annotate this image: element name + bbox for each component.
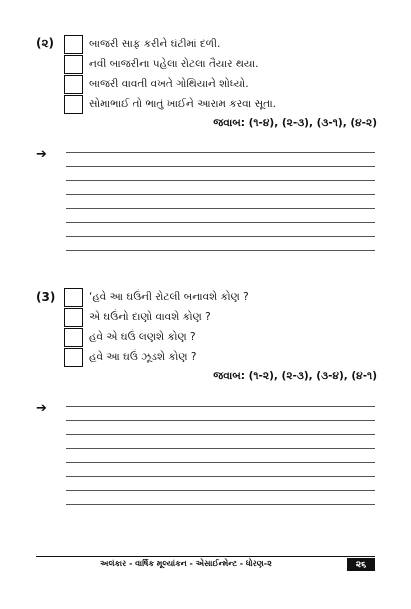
question-number: (3) [36,290,56,304]
list-item [64,307,211,327]
answer-checkbox[interactable] [64,95,83,114]
item-text: ‘હવે આ ઘઉંની રોટલી બનાવશે કોણ ? [89,290,249,303]
answer-checkbox[interactable] [64,55,83,74]
list-item [64,54,258,74]
footer-title: અલંકાર - વાર્ષિક મૂલ્યાંકન - એસાઈન્મેન્ટ - ધોરણ-૨ [100,559,272,568]
writing-line[interactable] [66,462,375,463]
list-item [64,34,220,54]
answer-checkbox[interactable] [64,288,83,307]
writing-line[interactable] [66,504,375,505]
writing-line[interactable] [66,208,375,209]
writing-line[interactable] [66,476,375,477]
item-text: બાજરી સાફ કરીને ઘંટીમાં દળી. [89,37,221,50]
arrow-icon: ➔ [36,401,47,416]
answer-checkbox[interactable] [64,308,83,327]
writing-line[interactable] [66,406,375,407]
list-item [64,74,249,94]
writing-line[interactable] [66,180,375,181]
list-item [64,347,197,367]
item-text: એ ઘઉંનો દાણો વાવશે કોણ ? [89,310,211,323]
writing-line[interactable] [66,250,375,251]
list-item [64,94,276,114]
item-text: નવી બાજરીના પહેલા રોટલા તૈયાર થયા. [89,57,259,70]
item-text: સોમાભાઈ તો ભાતું ખાઈને આરામ કરવા સૂતા. [89,97,276,110]
list-item [64,287,249,307]
question-number: (૨) [36,36,55,50]
writing-line[interactable] [66,490,375,491]
answer-checkbox[interactable] [64,348,83,367]
answer-checkbox[interactable] [64,328,83,347]
writing-line[interactable] [66,222,375,223]
answer-key: જવાબ: (૧-૨), (૨-૩), (૩-૪), (૪-૧) [213,370,377,382]
answer-checkbox[interactable] [64,35,83,54]
writing-line[interactable] [66,152,375,153]
writing-line[interactable] [66,448,375,449]
arrow-icon: ➔ [36,147,47,162]
writing-line[interactable] [66,194,375,195]
writing-line[interactable] [66,236,375,237]
item-text: હવે એ ઘઉં લણશે કોણ ? [89,330,196,343]
writing-line[interactable] [66,420,375,421]
item-text: હવે આ ઘઉં ઝૂડશે કોણ ? [89,350,197,363]
answer-checkbox[interactable] [64,75,83,94]
item-text: બાજરી વાવતી વખતે ગોથિયાને શોધ્યો. [89,77,249,90]
writing-line[interactable] [66,434,375,435]
page-number-badge: ૨૬ [347,558,375,571]
writing-line[interactable] [66,166,375,167]
list-item [64,327,196,347]
footer-divider [36,556,375,557]
answer-key: જવાબ: (૧-૪), (૨-૩), (૩-૧), (૪-૨) [213,117,377,129]
